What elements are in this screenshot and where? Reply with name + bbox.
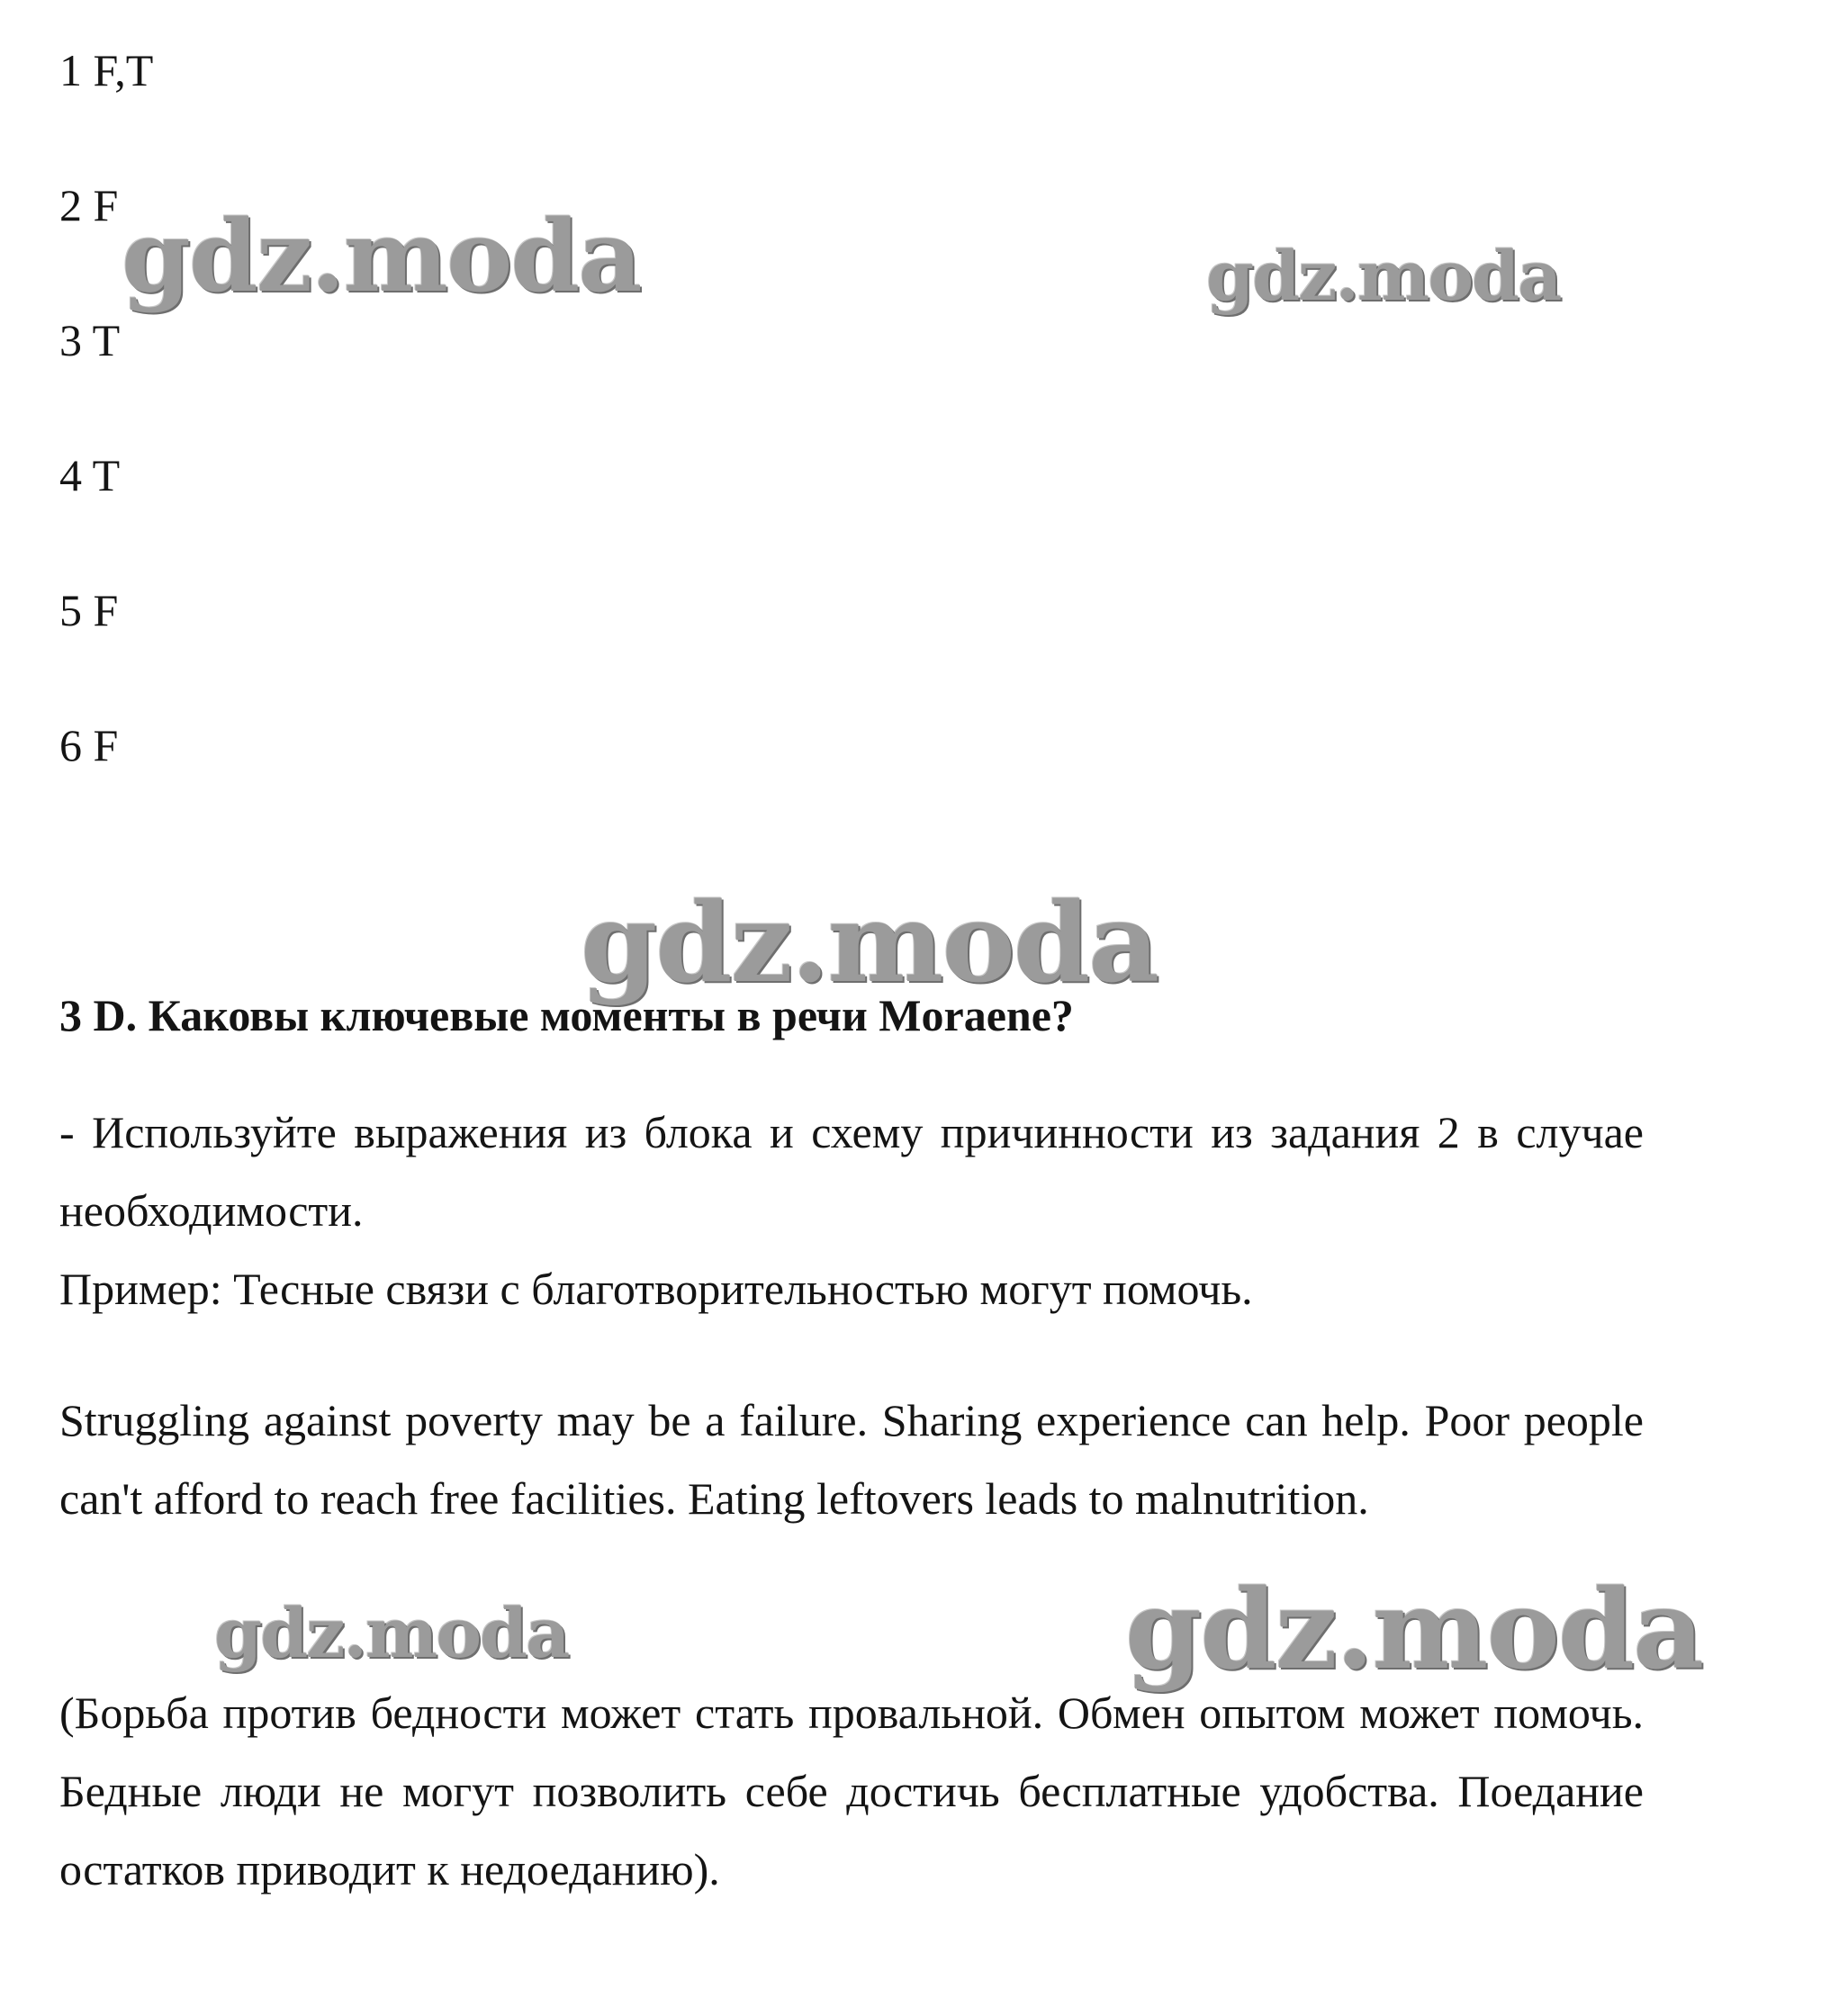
watermark-logo: gdz.moda [214, 1593, 569, 1673]
watermark-logo: gdz.moda [581, 878, 1158, 1007]
watermark-logo: gdz.moda [1125, 1564, 1703, 1694]
answer-item-6: 6 F [59, 720, 119, 770]
watermark-logo: gdz.moda [1206, 236, 1561, 316]
answer-russian: (Борьба против бедности может стать провальной. Обмен опытом может помочь. Бедные люди не могут позволить себе достичь бесплатные удобства. Поедание остатков приводит к недоеданию). [59, 1688, 1644, 1894]
answer-item-1: 1 F,T [59, 45, 154, 95]
answer-english: Struggling against poverty may be a failure. Sharing experience can help. Poor people can't afford to reach free facilities. Eating leftovers leads to malnutrition. [59, 1395, 1644, 1524]
instruction-text: - Используйте выражения из блока и схему причинности из задания 2 в случае необходимости. [59, 1107, 1644, 1236]
answer-item-2: 2 F [59, 180, 119, 230]
example-text: Пример: Тесные связи с благотворительностью могут помочь. [59, 1264, 1253, 1314]
watermark-logo: gdz.moda [122, 198, 641, 314]
answer-item-5: 5 F [59, 585, 119, 635]
section-heading: 3 D. Каковы ключевые моменты в речи Moraene? [59, 990, 1074, 1040]
answer-item-4: 4 T [59, 450, 121, 500]
answer-item-3: 3 T [59, 315, 121, 365]
